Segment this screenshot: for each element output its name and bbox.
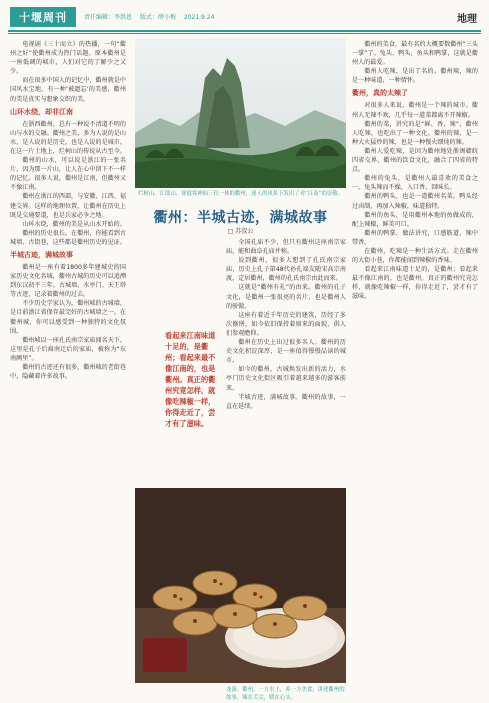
paragraph: 衢州在历史上出过很多名人。衢州的历史文化积淀深厚，是一座值得慢慢品读的城市。 — [226, 339, 346, 365]
editor-name: 责任编辑：李洪恩 — [84, 14, 133, 21]
paragraph: 在浙西衢州，总有一种说不清道不明的山与水的交融。衢州之美，多为人说的是山水，是人说的是历史，也是人说的是城市。在这一片土地上，烂柯山的传说从古至今。 — [10, 120, 126, 155]
designer-name: 版式：薛小梅 — [139, 14, 176, 21]
paragraph: 衢州的鸭掌，做法讲究，口感筋道，辣中带香。 — [352, 229, 478, 246]
paragraph: 电视剧《三十而立》的热播，一句“衢州之好”使衢州成为热门话题。原本衢州是一座低调的城市，人们对它的了解少之又少。 — [10, 41, 126, 76]
header-rule-thin — [8, 33, 481, 34]
paragraph: 这座有着近千年历史的建筑，历经了多次修缮，如今依旧保持着原来的面貌，供人们参观瞻仰。 — [226, 311, 346, 337]
subheading: 衢州，真的太辣了 — [352, 89, 408, 98]
paragraph: 衢州的菜，讲究的是“鲜、香、辣”，衢州人吃辣，也吃出了一种文化。衢州的辣，是一种大火猛炒的辣，也是一种慢火细炖的辣。 — [352, 120, 478, 146]
photo-caption-bottom: 龙游、衢州，一方水土，养一方美食，讲述衢州的故事，辣在舌尖，暖在心头。 — [226, 687, 345, 701]
page-header — [0, 0, 489, 32]
paragraph: 衢州的山水，可以说是浙江的一张名片，因为那一片山，让人在心中留下不一样的记忆。很多人说，衢州是江南，但衢州又不像江南。 — [10, 157, 126, 192]
pull-quote: 看起来江南味道十足的，是衢州；看起来最不像江南的，也是衢州。真正的衢州究竟怎样，就像吃辣椒一样，你得走近了，尝才有了滋味。 — [165, 331, 216, 428]
paragraph: 这就是“衢州有礼”的由来。衢州的孔子文化，是衢州一张很亮的名片，也是衢州人的骄傲。 — [226, 284, 346, 310]
paragraph: 衢州在浙江的西部，与安徽、江西、福建交界。这样的地理位置，让衢州在历史上既是交通要道，也是兵家必争之地。 — [10, 193, 126, 219]
paragraph: 衢州是一座有着1800多年建城史的国家历史文化名城，衢州古城的历史可以追溯到东汉初平三年。古城墙、水亭门、天王塔等古迹，记录着衢州的过去。 — [10, 263, 126, 299]
paragraph: 衢州的鸭头，也是一道衢州名菜。鸭头经过卤制，再加入辣椒，味道独特。 — [352, 193, 478, 210]
paragraph: 衢州城以一座孔氏南宗家庙闻名天下，这里是孔子后裔南迁后的家庙，被称为“东南阙里”。 — [10, 336, 126, 362]
article-byline: □ 苏叔公 — [227, 228, 254, 235]
photo-caption-top: 烂柯山、江郎山、徐霞客神仙三位一体的衢州，迷人的风景下发出了对“江南”的崇敬。 — [137, 191, 344, 197]
mountain-landscape-image — [135, 38, 346, 188]
editor-credits — [84, 12, 220, 21]
paragraph: 说到衢州，很多人想到了孔氏南宗家庙，历史上孔子第48代孙孔端友随宋高宗南渡，定居衢州，衢州的孔氏南宗由此而来。 — [226, 257, 346, 283]
paragraph: 不少历史学家认为，衢州城的古城墙，是目前浙江省保存最完好的古城墙之一。在衢州城，你可以感受到一种独特的文化氛围。 — [10, 300, 126, 335]
paragraph: 如今的衢州，古城焕发出新的活力，水亭门历史文化街区吸引着越来越多的游客前来。 — [226, 366, 346, 392]
masthead: 十堰周刊 — [10, 7, 76, 27]
paragraph: 看起来江南味道十足的，是衢州；看起来最不像江南的，也是衢州。真正的衢州究竟怎样，就像吃辣椒一样，你得走近了，尝才有了滋味。 — [352, 266, 478, 301]
paragraph: 衢州人爱吃辣，是因为衢州地处浙闽赣皖四省交界，衢州的饮食文化，融合了四省的特点。 — [352, 147, 478, 174]
paragraph: 在衢州，吃辣是一种生活方式。走在衢州的大街小巷，你都能闻到辣椒的香味。 — [352, 247, 478, 265]
paragraph: 半城古迹，满城故事。衢州的故事，一直在延续。 — [226, 393, 346, 410]
paragraph: 山环水绕，衢州的美是从山水开始的。 — [22, 220, 126, 228]
pastries-image — [135, 488, 346, 683]
article-headline: 衢州：半城古迹，满城故事 — [153, 210, 328, 226]
paragraph: 衢州的古迹还有很多，衢州城的老街巷中，隐藏着许多故事。 — [10, 364, 126, 381]
issue-date: 2021.9.24 — [183, 14, 215, 21]
food-photo — [135, 488, 346, 683]
paragraph: 衢州的美食，最有名的大概要数衢州“三头一掌”了。兔头、鸭头、鱼头和鸭掌，这就是衢州人的最爱。 — [352, 41, 478, 67]
subheading: 山环水绕，却非江南 — [10, 107, 73, 116]
right-column — [352, 40, 478, 695]
paragraph: 衢州的历史很长。在衢州，你能看到古城墙、古街巷，这些都是衢州历史的见证。 — [10, 229, 126, 246]
paragraph: 对很多人来说，衢州是一个辣的城市。衢州人无辣不欢，几乎每一道菜都离不开辣椒。 — [352, 102, 478, 119]
paragraph: 而在很多中国人的记忆中，衢州就是中国风水宝地，有一种‘被遗忘’的美感，衢州的美是真实与想象交织的美。 — [10, 77, 126, 103]
paragraph: 衢州的兔头，是衢州人最喜欢的美食之一。兔头辣而不燥，入口香、回味长。 — [352, 175, 478, 192]
left-column — [10, 40, 126, 485]
paragraph: 衢州人吃辣，是出了名的。衢州辣，辣的是一种味道，一种情怀。 — [352, 68, 478, 85]
section-name: 地理 — [457, 14, 477, 25]
header-rule — [8, 30, 481, 32]
paragraph: 全国孔庙不少，但只有衢州这座南宗家庙，能和曲阜孔庙并称。 — [226, 239, 346, 256]
landscape-photo — [135, 38, 346, 188]
paragraph: 衢州的鱼头，是用衢州本地的鱼做成的，配上辣椒，鲜美可口。 — [352, 211, 478, 228]
subheading: 半城古迹，满城故事 — [10, 250, 73, 259]
